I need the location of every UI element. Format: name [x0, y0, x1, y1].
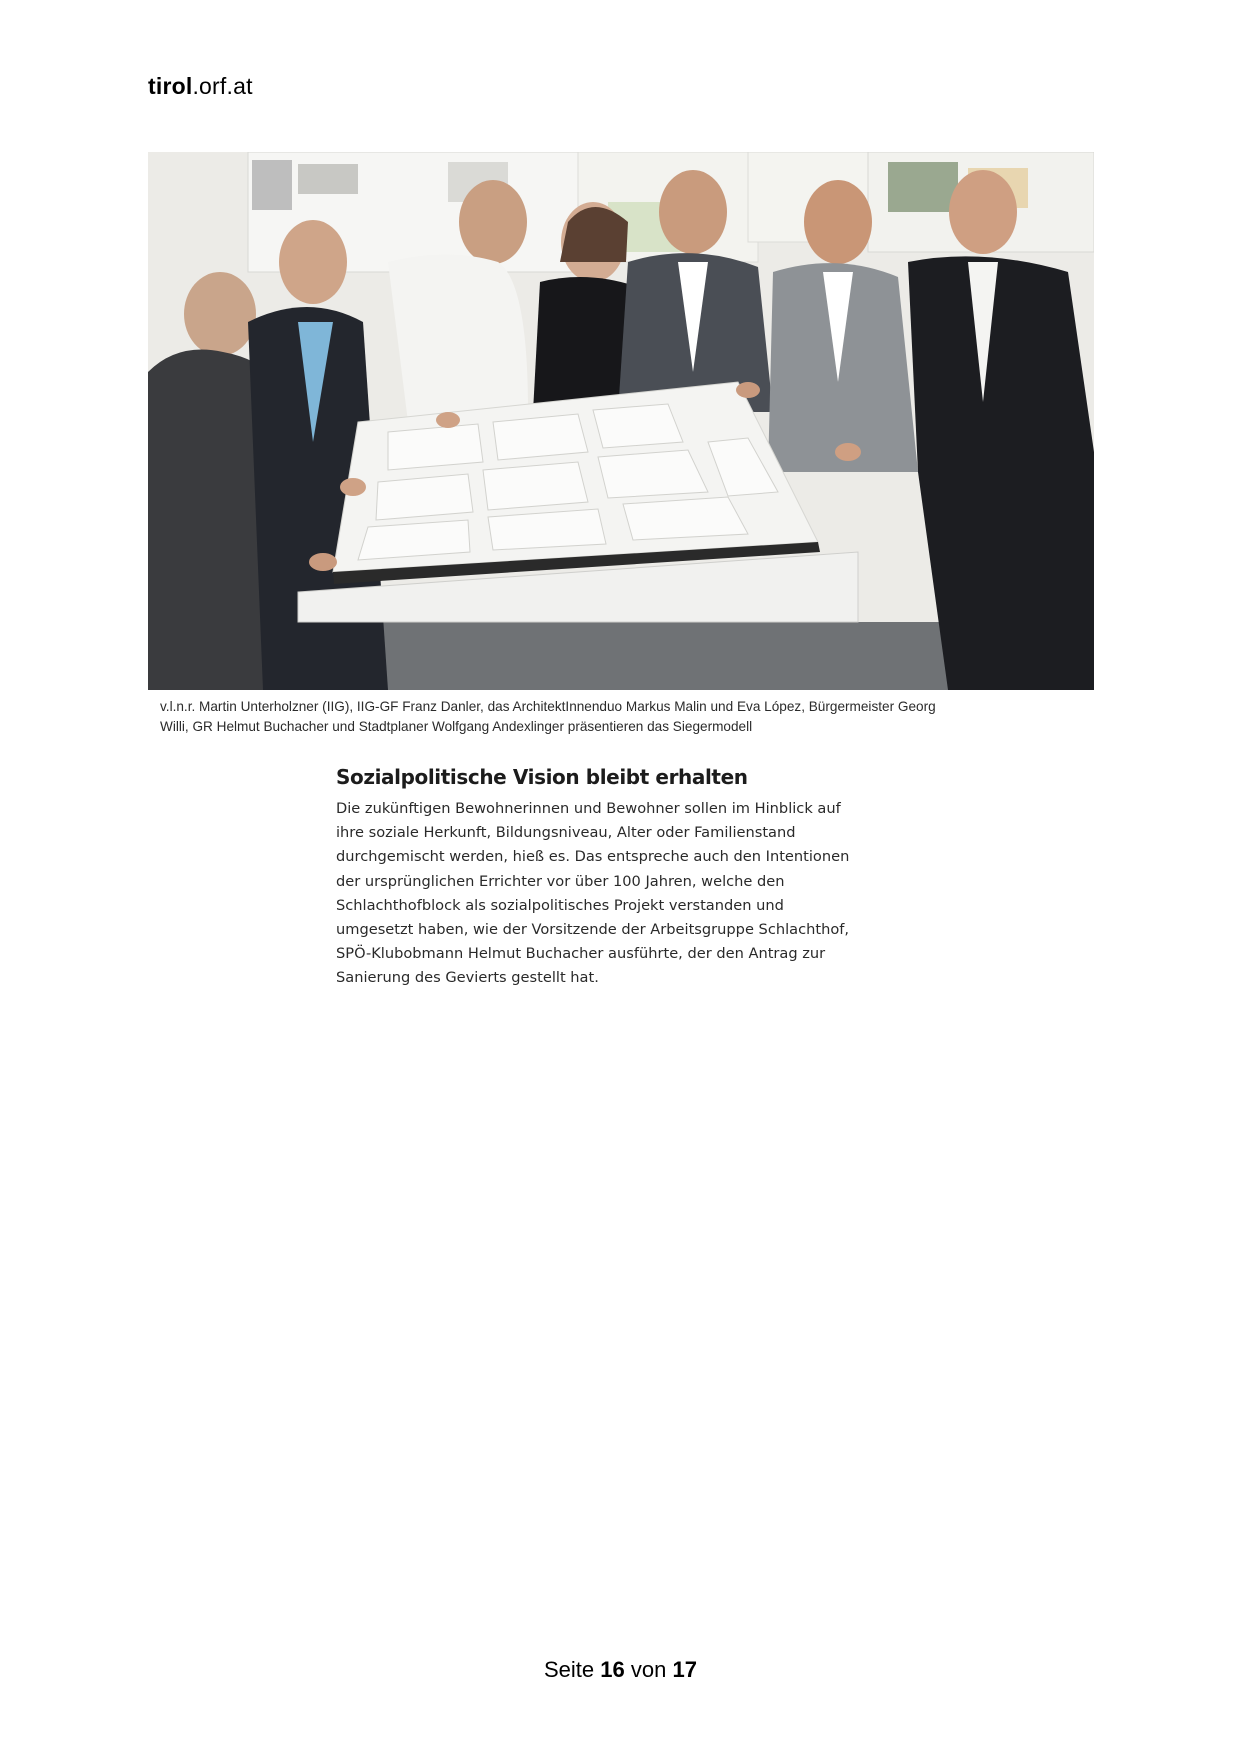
site-masthead: [148, 72, 253, 100]
article-heading: Sozialpolitische Vision bleibt erhalten: [336, 765, 748, 789]
page-prefix: Seite: [544, 1657, 595, 1682]
photo-caption-line: Willi, GR Helmut Buchacher und Stadtplaner Wolfgang Andexlinger präsentieren das Siegermodell: [160, 719, 753, 734]
article-line: ihre soziale Herkunft, Bildungsniveau, Alter oder Familienstand: [336, 824, 796, 842]
site-name-domain: .orf.at: [192, 73, 253, 99]
article-line: umgesetzt haben, wie der Vorsitzende der Arbeitsgruppe Schlachthof,: [336, 921, 850, 939]
article-line: Sanierung des Gevierts gestellt hat.: [336, 969, 599, 987]
photo-illustration: [148, 152, 1094, 690]
site-name-bold: tirol: [148, 73, 193, 99]
article-line: SPÖ-Klubobmann Helmut Buchacher ausführte, der den Antrag zur: [336, 945, 826, 963]
current-page: 16: [600, 1657, 625, 1682]
page-number: [0, 1656, 1241, 1684]
photo-caption-line: v.l.n.r. Martin Unterholzner (IIG), IIG-GF Franz Danler, das ArchitektInnenduo Markus Malin und Eva López, Bürgermeister Georg: [160, 699, 936, 714]
article-line: der ursprünglichen Errichter vor über 100 Jahren, welche den: [336, 872, 785, 890]
total-pages: 17: [672, 1657, 697, 1682]
article-line: durchgemischt werden, hieß es. Das entspreche auch den Intentionen: [336, 848, 850, 866]
article-line: Die zukünftigen Bewohnerinnen und Bewohner sollen im Hinblick auf: [336, 800, 841, 817]
page-separator: von: [630, 1657, 667, 1682]
article-photo: [148, 152, 1094, 690]
photo-caption: [160, 697, 1080, 737]
article-section: [336, 763, 916, 991]
article-line: Schlachthofblock als sozialpolitisches Projekt verstanden und: [336, 896, 784, 914]
article-body: [336, 797, 916, 991]
